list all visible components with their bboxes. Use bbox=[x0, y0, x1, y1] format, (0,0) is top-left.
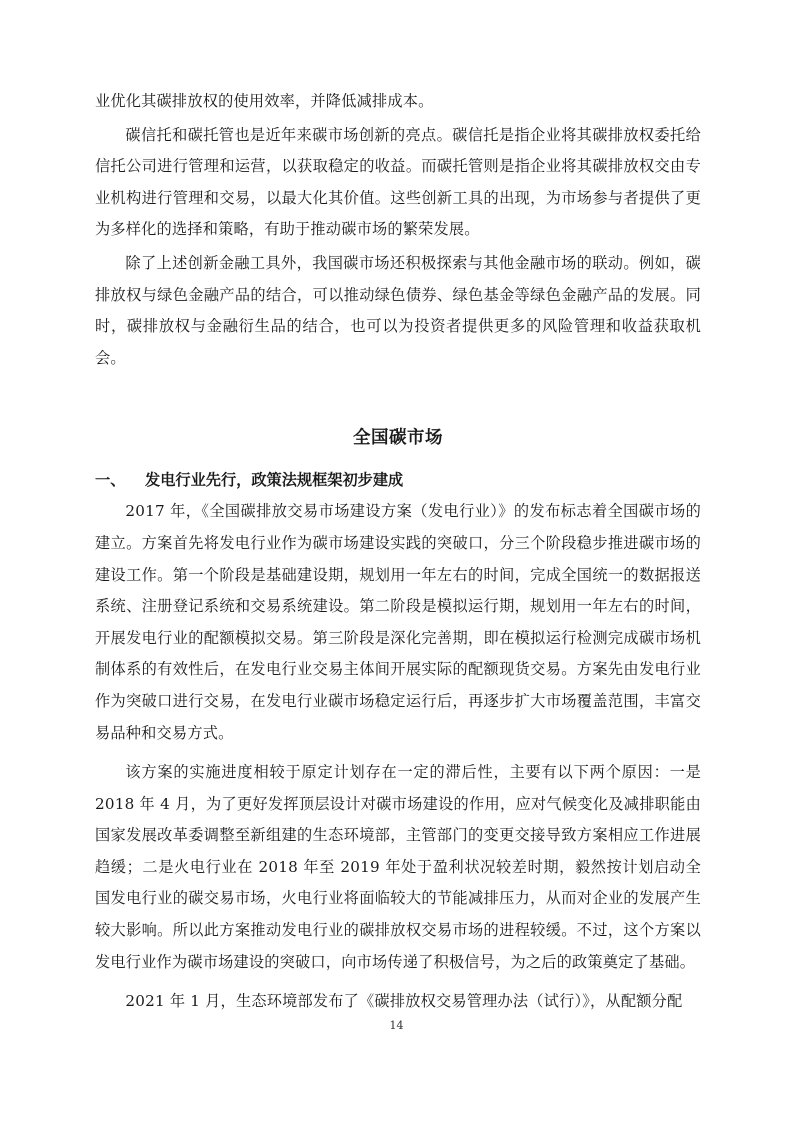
document-page bbox=[95, 86, 701, 1018]
paragraph-delay-reasons: 该方案的实施进度相较于原定计划存在一定的滞后性，主要有以下两个原因：一是 2018 年 4 月，为了更好发挥顶层设计对碳市场建设的作用，应对气候变化及减排职能由国家发展改革委调整至新组建的生态环境部，主管部门的变更交接导致方案相应工作进展趋缓；二是火电行业在 2018 年至 2019 年处于盈利状况较差时期，毅然按计划启动全国发电行业的碳交易市场，火电行业将面临较大的节能减排压力，从而对企业的发展产生较大影响。所以此方案推动发电行业的碳排放权交易市场的进程较缓。不过，这个方案以发电行业作为碳市场建设的突破口，向市场传递了积极信号，为之后的政策奠定了基础。 bbox=[95, 763, 701, 971]
paragraph-continued: 业优化其碳排放权的使用效率，并降低减排成本。 bbox=[95, 92, 434, 110]
paragraph-2021-measures: 2021 年 1 月，生态环境部发布了《碳排放权交易管理办法（试行）》，从配额分配 bbox=[125, 992, 683, 1011]
section-title: 发电行业先行，政策法规框架初步建成 bbox=[145, 471, 404, 490]
paragraph-carbon-trust: 碳信托和碳托管也是近年来碳市场创新的亮点。碳信托是指企业将其碳排放权委托给信托公司进行管理和运营，以获取稳定的收益。而碳托管则是指企业将其碳排放权交由专业机构进行管理和交易，以最大化其价值。这些创新工具的出现，为市场参与者提供了更为多样化的选择和策略，有助于推动碳市场的繁荣发展。 bbox=[95, 125, 701, 239]
section-heading bbox=[95, 464, 701, 496]
chapter-title: 全国碳市场 bbox=[353, 428, 443, 449]
section-number: 一、 bbox=[95, 471, 126, 490]
paragraph-market-linkage: 除了上述创新金融工具外，我国碳市场还积极探索与其他金融市场的联动。例如，碳排放权与绿色金融产品的结合，可以推动绿色债券、绿色基金等绿色金融产品的发展。同时，碳排放权与金融衍生品的结合，也可以为投资者提供更多的风险管理和收益获取机会。 bbox=[95, 253, 701, 367]
page-number: 14 bbox=[389, 1019, 404, 1032]
paragraph-2017-plan: 2017 年，《全国碳排放交易市场建设方案（发电行业）》的发布标志着全国碳市场的建立。方案首先将发电行业作为碳市场建设实践的突破口，分三个阶段稳步推进碳市场的建设工作。第一个阶段是基础建设期，规划用一年左右的时间，完成全国统一的数据报送系统、注册登记系统和交易系统建设。第二阶段是模拟运行期，规划用一年左右的时间，开展发电行业的配额模拟交易。第三阶段是深化完善期，即在模拟运行检测完成碳市场机制体系的有效性后，在发电行业交易主体间开展实际的配额现货交易。方案先由发电行业作为突破口进行交易，在发电行业碳市场稳定运行后，再逐步扩大市场覆盖范围，丰富交易品种和交易方式。 bbox=[95, 502, 701, 742]
